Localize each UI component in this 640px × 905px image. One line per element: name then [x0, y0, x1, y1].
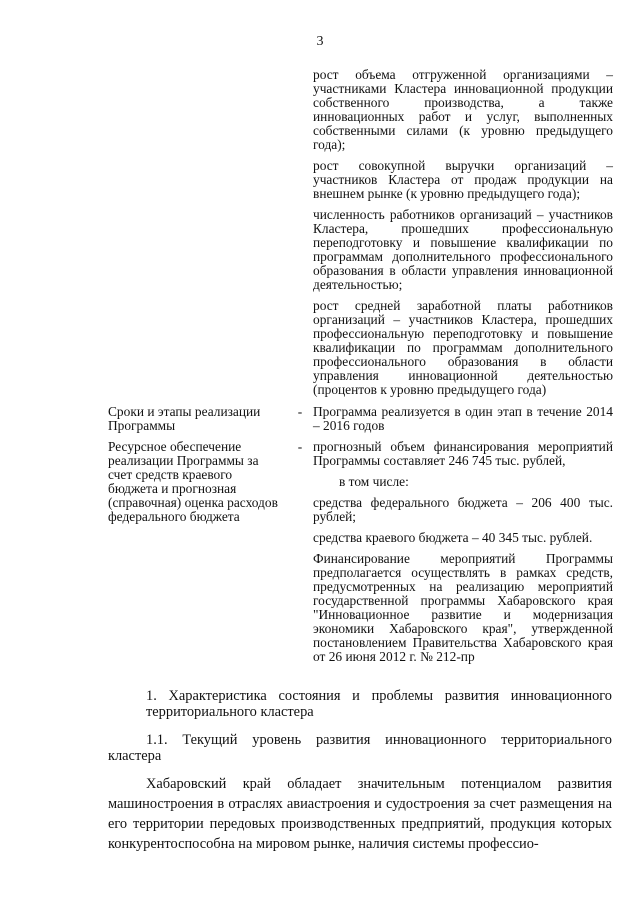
resources-including: в том числе: [339, 474, 409, 489]
subsection-heading: 1.1. Текущий уровень развития инновационного территориального кластера [108, 732, 612, 764]
body-paragraph: Хабаровский край обладает значительным потенциалом развития машиностроения в отраслях авиастроения и судостроения за счет размещения на его территории передовых производственных предприятий, продукция которых конкурентоспособна на мировом рынке, наличия системы профессио- [108, 776, 612, 852]
row-dash: - [297, 439, 303, 454]
resources-label: Ресурсное обеспечение реализации Программы за счет средств краевого бюджета и прогнозная (справочная) оценка расходов федерального бюджета [108, 439, 278, 524]
timing-label: Сроки и этапы реализации Программы [108, 404, 261, 433]
indicator-export-revenue: рост совокупной выручки организаций – участников Кластера от продаж продукции на внешнем рынке (к уровню предыдущего года); [313, 158, 613, 201]
indicator-retrained-staff: численность работников организаций – участников Кластера, прошедших профессиональную переподготовку и повышение квалификации по программам дополнительного профессионального образования в области управления инновационной деятельностью; [313, 207, 613, 292]
resources-financing-note: Финансирование мероприятий Программы предполагается осуществлять в рамках средств, предусмотренных на реализацию мероприятий государственной программы Хабаровского края "Инновационное развитие и модернизация экономики Хабаровского края", утвержденной постановлением Правительства Хабаровского края от 26 июня 2012 г. № 212-пр [313, 551, 613, 664]
timing-value: Программа реализуется в один этап в течение 2014 – 2016 годов [313, 404, 613, 433]
indicator-average-salary: рост средней заработной платы работников организаций – участников Кластера, прошедших профессиональную переподготовку и повышение квалификации по программам дополнительного профессионального образования в области управления инновационной деятельностью (процентов к уровню предыдущего года) [313, 298, 613, 397]
section-heading: 1. Характеристика состояния и проблемы развития инновационного территориального кластера [146, 688, 612, 720]
resources-regional: средства краевого бюджета – 40 345 тыс. рублей. [313, 530, 593, 545]
resources-total: прогнозный объем финансирования мероприятий Программы составляет 246 745 тыс. рублей, [313, 439, 613, 468]
resources-federal: средства федерального бюджета – 206 400 тыс. рублей; [313, 495, 613, 524]
page-number: 3 [316, 34, 324, 49]
resources-value [313, 440, 613, 671]
row-dash: - [297, 404, 303, 419]
target-indicators-continuation [313, 68, 613, 404]
indicator-shipped-volume: рост объема отгруженной организациями – участниками Кластера инновационной продукции собственного производства, а также инновационных работ и услуг, выполненных собственными силами (к уровню предыдущего года); [313, 67, 613, 152]
